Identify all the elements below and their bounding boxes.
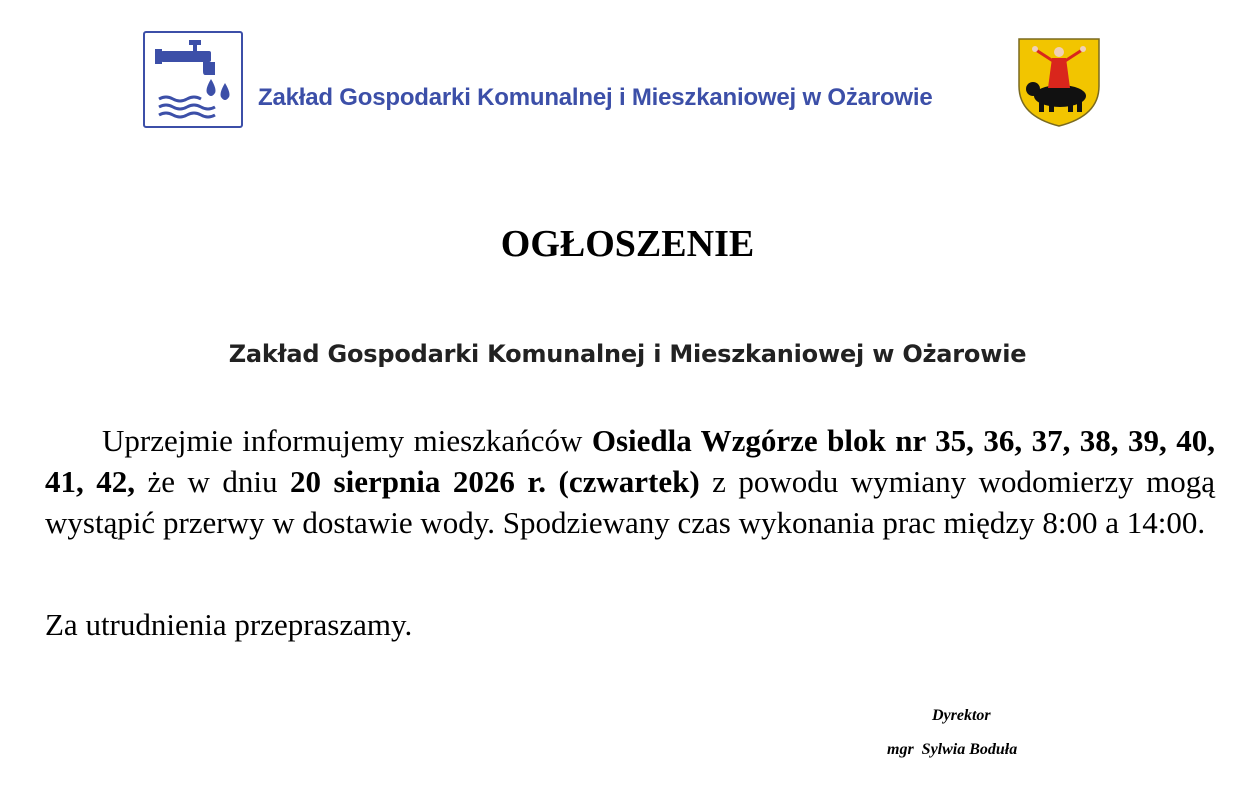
notice-subtitle: Zakład Gospodarki Komunalnej i Mieszkaniowej w Ożarowie (228, 340, 1027, 368)
notice-body (45, 420, 1215, 543)
apology-text: Za utrudnienia przepraszamy. (45, 607, 413, 642)
notice-title: OGŁOSZENIE (500, 223, 755, 265)
signature-name: mgr Sylwia Boduła (887, 741, 1018, 758)
body-mid: że w dniu (135, 464, 291, 499)
body-date: 20 sierpnia 2026 r. (czwartek) (290, 464, 700, 499)
organization-name: Zakład Gospodarki Komunalnej i Mieszkaniowej w Ożarowie (258, 84, 933, 111)
body-rest: z powodu wymiany wodomierzy mogą wystąpić przerwy w dostawie wody. Spodziewany czas wykonania prac między 8:00 a 14:00. (45, 464, 1215, 540)
body-location: Osiedla Wzgórze blok nr 35, 36, 37, 38, 39, 40, 41, 42, (45, 423, 1215, 499)
signature-role: Dyrektor (932, 707, 991, 724)
coat-of-arms-icon (1016, 36, 1102, 133)
body-intro: Uprzejmie informujemy mieszkańców (102, 423, 592, 458)
water-tap-logo-icon (143, 31, 243, 128)
